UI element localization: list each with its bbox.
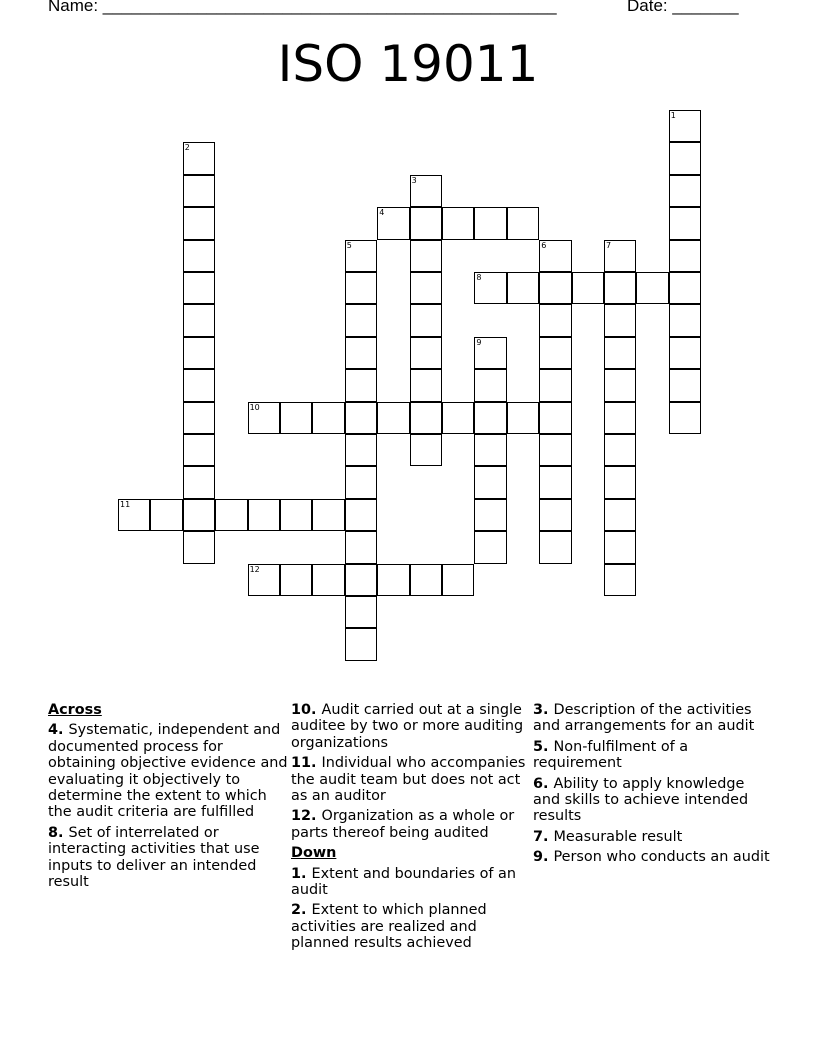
crossword-cell[interactable] bbox=[410, 369, 442, 401]
clue-number: 9. bbox=[533, 849, 554, 866]
crossword-cell[interactable] bbox=[474, 272, 506, 304]
clue-item bbox=[533, 776, 773, 825]
name-field-label[interactable]: Name: ________________________________________________ bbox=[48, 0, 557, 15]
crossword-cell[interactable] bbox=[280, 564, 312, 596]
crossword-cell[interactable] bbox=[604, 337, 636, 369]
clue-number: 4. bbox=[48, 722, 69, 739]
crossword-cell[interactable] bbox=[474, 434, 506, 466]
crossword-cell[interactable] bbox=[410, 304, 442, 336]
crossword-cell[interactable] bbox=[183, 240, 215, 272]
cell-number: 3 bbox=[411, 175, 417, 185]
crossword-cell[interactable] bbox=[345, 499, 377, 531]
crossword-cell[interactable] bbox=[669, 337, 701, 369]
clue-number: 5. bbox=[533, 738, 554, 755]
crossword-cell[interactable] bbox=[345, 466, 377, 498]
clue-text: Description of the activities and arrangements for an audit bbox=[533, 702, 755, 735]
clue-number: 11. bbox=[291, 755, 322, 772]
crossword-cell[interactable] bbox=[474, 207, 506, 239]
clue-number: 12. bbox=[291, 808, 322, 825]
cell-number: 8 bbox=[476, 273, 482, 282]
clue-item bbox=[291, 902, 531, 951]
clue-item bbox=[48, 722, 288, 820]
crossword-cell[interactable] bbox=[183, 304, 215, 336]
cell-number: 5 bbox=[346, 240, 352, 250]
crossword-cell[interactable] bbox=[669, 142, 701, 174]
crossword-cell[interactable] bbox=[183, 175, 215, 207]
crossword-cell[interactable] bbox=[669, 110, 701, 142]
crossword-cell[interactable] bbox=[183, 272, 215, 304]
clue-text: Extent and boundaries of an audit bbox=[291, 865, 516, 899]
crossword-cell[interactable] bbox=[442, 207, 474, 239]
clue-item bbox=[291, 755, 531, 804]
crossword-cell[interactable] bbox=[539, 304, 571, 336]
crossword-cell[interactable] bbox=[669, 402, 701, 434]
crossword-cell[interactable] bbox=[604, 531, 636, 563]
crossword-cell[interactable] bbox=[604, 499, 636, 531]
crossword-cell[interactable] bbox=[604, 304, 636, 336]
crossword-cell[interactable] bbox=[312, 564, 344, 596]
crossword-cell[interactable] bbox=[377, 207, 409, 239]
crossword-cell[interactable] bbox=[183, 402, 215, 434]
clue-text: Measurable result bbox=[553, 828, 683, 845]
crossword-cell[interactable] bbox=[507, 207, 539, 239]
clue-text: Systematic, independent and documented process for obtaining objective evidence and evaluating it objectively to determine the extent to which the audit criteria are fulfilled bbox=[48, 722, 288, 821]
clue-number: 7. bbox=[533, 828, 554, 845]
clue-text: Ability to apply knowledge and skills to achieve intended results bbox=[533, 775, 749, 825]
crossword-cell[interactable] bbox=[410, 240, 442, 272]
cell-number: 1 bbox=[670, 111, 676, 120]
crossword-cell[interactable] bbox=[604, 240, 636, 272]
crossword-cell[interactable] bbox=[345, 596, 377, 628]
crossword-cell[interactable] bbox=[669, 304, 701, 336]
crossword-cell[interactable] bbox=[442, 564, 474, 596]
crossword-cell[interactable] bbox=[442, 402, 474, 434]
crossword-cell[interactable] bbox=[248, 499, 280, 531]
crossword-cell[interactable] bbox=[345, 564, 377, 596]
clues-column-1 bbox=[48, 700, 288, 894]
crossword-cell[interactable] bbox=[539, 434, 571, 466]
clue-text: Organization as a whole or parts thereof being audited bbox=[291, 808, 515, 841]
crossword-cell[interactable] bbox=[345, 240, 377, 272]
cell-number: 2 bbox=[184, 143, 190, 153]
crossword-cell[interactable] bbox=[215, 499, 247, 531]
cell-number: 7 bbox=[606, 240, 612, 250]
crossword-cell[interactable] bbox=[604, 466, 636, 498]
clue-number: 10. bbox=[291, 702, 322, 718]
page-title: ISO 19011 bbox=[277, 35, 539, 93]
crossword-cell[interactable] bbox=[410, 175, 442, 207]
crossword-cell[interactable] bbox=[604, 434, 636, 466]
crossword-cell[interactable] bbox=[280, 402, 312, 434]
crossword-cell[interactable] bbox=[312, 402, 344, 434]
crossword-cell[interactable] bbox=[280, 499, 312, 531]
clue-item bbox=[533, 702, 773, 735]
crossword-cell[interactable] bbox=[474, 499, 506, 531]
clue-number: 3. bbox=[533, 702, 554, 718]
clue-number: 8. bbox=[48, 824, 69, 841]
crossword-cell[interactable] bbox=[183, 499, 215, 531]
clue-number: 2. bbox=[291, 902, 312, 919]
crossword-cell[interactable] bbox=[669, 240, 701, 272]
clue-item bbox=[48, 825, 288, 891]
crossword-cell[interactable] bbox=[474, 466, 506, 498]
crossword-cell[interactable] bbox=[604, 369, 636, 401]
clue-text: Person who conducts an audit bbox=[553, 849, 770, 866]
cell-number: 6 bbox=[541, 240, 547, 250]
crossword-cell[interactable] bbox=[150, 499, 182, 531]
crossword-cell[interactable] bbox=[539, 272, 571, 304]
down-heading: Down bbox=[291, 845, 337, 862]
crossword-cell[interactable] bbox=[345, 628, 377, 660]
clues-column-3 bbox=[533, 700, 773, 870]
crossword-cell[interactable] bbox=[669, 369, 701, 401]
crossword-cell[interactable] bbox=[183, 466, 215, 498]
crossword-cell[interactable] bbox=[410, 272, 442, 304]
crossword-cell[interactable] bbox=[474, 531, 506, 563]
crossword-cell[interactable] bbox=[507, 272, 539, 304]
crossword-cell[interactable] bbox=[539, 531, 571, 563]
across-heading: Across bbox=[48, 702, 102, 718]
clue-item bbox=[291, 808, 531, 841]
crossword-cell[interactable] bbox=[507, 402, 539, 434]
cell-number: 4 bbox=[379, 208, 385, 218]
crossword-cell[interactable] bbox=[539, 369, 571, 401]
crossword-cell[interactable] bbox=[248, 402, 280, 434]
crossword-cell[interactable] bbox=[539, 240, 571, 272]
crossword-cell[interactable] bbox=[345, 402, 377, 434]
crossword-cell[interactable] bbox=[604, 272, 636, 304]
clue-item bbox=[533, 829, 773, 845]
date-field-label[interactable]: Date: _______ bbox=[627, 0, 739, 15]
cell-number: 12 bbox=[249, 564, 260, 574]
clue-number: 6. bbox=[533, 775, 554, 792]
crossword-cell[interactable] bbox=[604, 564, 636, 596]
crossword-cell[interactable] bbox=[183, 142, 215, 174]
crossword-cell[interactable] bbox=[345, 304, 377, 336]
crossword-cell[interactable] bbox=[377, 402, 409, 434]
crossword-cell[interactable] bbox=[183, 531, 215, 563]
crossword-cell[interactable] bbox=[312, 499, 344, 531]
crossword-cell[interactable] bbox=[539, 337, 571, 369]
crossword-cell[interactable] bbox=[345, 272, 377, 304]
clue-text: Non-fulfilment of a requirement bbox=[533, 738, 689, 772]
crossword-cell[interactable] bbox=[345, 369, 377, 401]
crossword-cell[interactable] bbox=[410, 434, 442, 466]
crossword-cell[interactable] bbox=[345, 531, 377, 563]
crossword-cell[interactable] bbox=[604, 402, 636, 434]
crossword-cell[interactable] bbox=[345, 434, 377, 466]
crossword-cell[interactable] bbox=[410, 402, 442, 434]
clue-text: Extent to which planned activities are realized and planned results achieved bbox=[291, 902, 487, 952]
clue-text: Individual who accompanies the audit team but does not act as an auditor bbox=[291, 755, 526, 805]
clues-column-2 bbox=[291, 700, 531, 956]
crossword-cell[interactable] bbox=[183, 434, 215, 466]
clue-number: 1. bbox=[291, 865, 312, 882]
crossword-cell[interactable] bbox=[669, 272, 701, 304]
crossword-cell[interactable] bbox=[539, 402, 571, 434]
crossword-cell[interactable] bbox=[474, 337, 506, 369]
crossword-cell[interactable] bbox=[636, 272, 668, 304]
crossword-cell[interactable] bbox=[183, 337, 215, 369]
crossword-cell[interactable] bbox=[669, 207, 701, 239]
clue-item bbox=[291, 702, 531, 751]
clue-item bbox=[533, 739, 773, 772]
crossword-cell[interactable] bbox=[183, 369, 215, 401]
crossword-cell[interactable] bbox=[474, 369, 506, 401]
cell-number: 10 bbox=[249, 402, 260, 412]
crossword-cell[interactable] bbox=[410, 337, 442, 369]
crossword-cell[interactable] bbox=[377, 564, 409, 596]
crossword-cell[interactable] bbox=[410, 207, 442, 239]
clue-item bbox=[533, 849, 773, 865]
crossword-cell[interactable] bbox=[539, 466, 571, 498]
crossword-cell[interactable] bbox=[345, 337, 377, 369]
cell-number: 11 bbox=[120, 499, 131, 509]
crossword-cell[interactable] bbox=[410, 564, 442, 596]
crossword-cell[interactable] bbox=[248, 564, 280, 596]
crossword-cell[interactable] bbox=[669, 175, 701, 207]
crossword-cell[interactable] bbox=[572, 272, 604, 304]
clue-text: Audit carried out at a single auditee by two or more auditing organizations bbox=[291, 702, 524, 751]
crossword-cell[interactable] bbox=[474, 402, 506, 434]
crossword-cell[interactable] bbox=[183, 207, 215, 239]
crossword-cell[interactable] bbox=[539, 499, 571, 531]
crossword-cell[interactable] bbox=[118, 499, 150, 531]
cell-number: 9 bbox=[476, 337, 482, 347]
clue-item bbox=[291, 866, 531, 899]
clue-text: Set of interrelated or interacting activities that use inputs to deliver an intended result bbox=[48, 824, 260, 891]
